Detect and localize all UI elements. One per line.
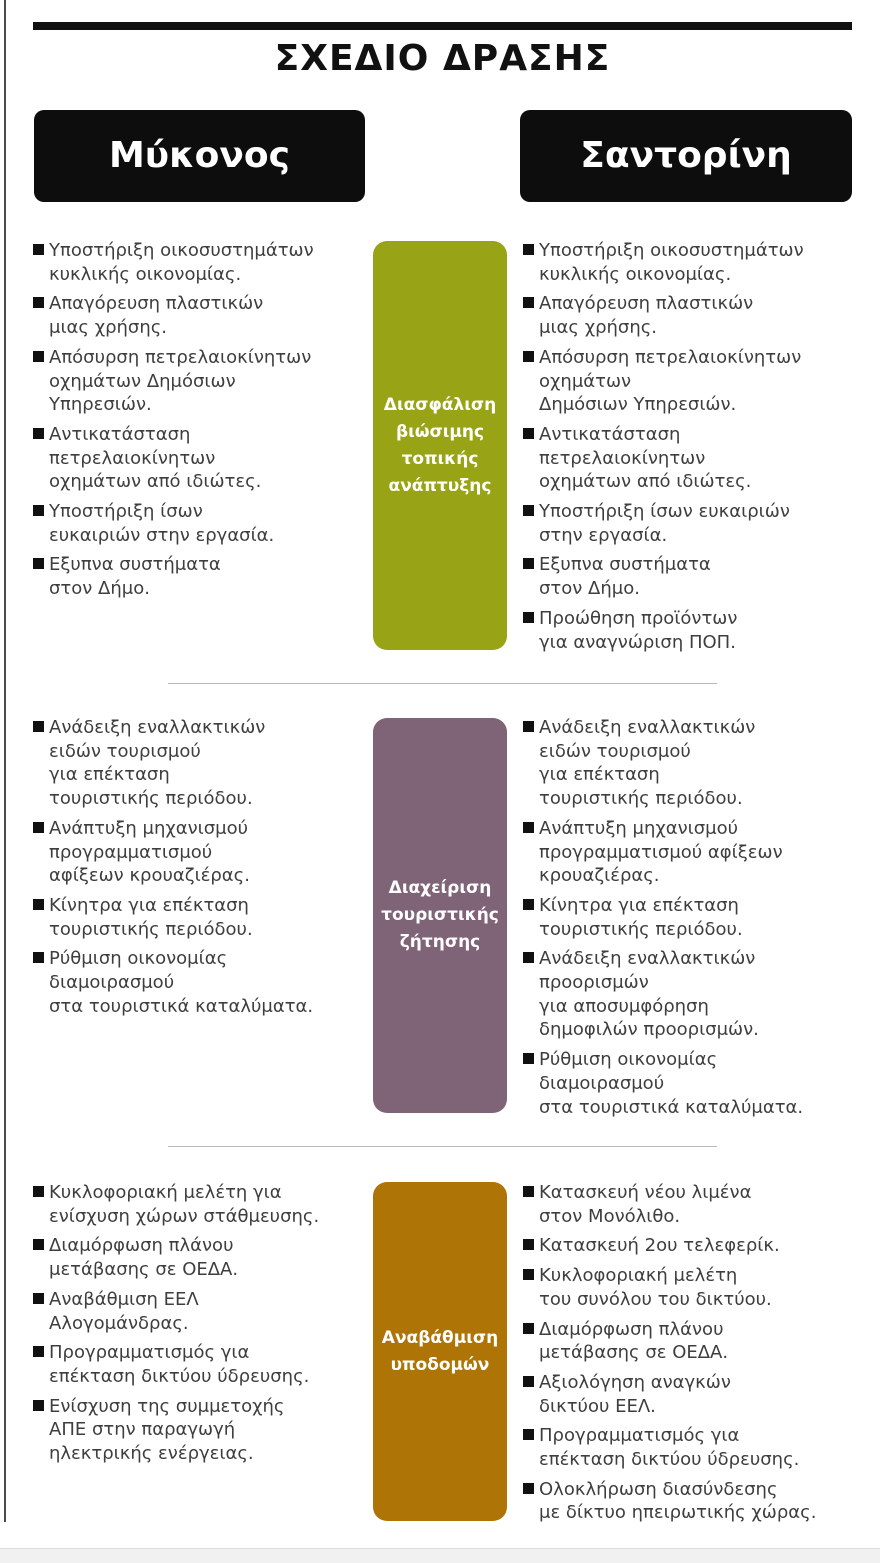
category-label: Διασφάλιση βιώσιμης τοπικής ανάπτυξης [383,394,497,496]
bullet-item: Απαγόρευση πλαστικών μιας χρήσης. [523,292,863,339]
bullet-item: Κατασκευή νέου λιμένα στον Μονόλιθο. [523,1181,863,1228]
bullet-item: Απαγόρευση πλαστικών μιας χρήσης. [33,292,368,339]
bullet-item: Ρύθμιση οικονομίας διαμοιρασμού στα τουριστικά καταλύματα. [523,1048,863,1119]
bullet-item: Διαμόρφωση πλάνου μετάβασης σε ΟΕΔΑ. [523,1318,863,1365]
section-divider [168,1146,717,1147]
bullet-item: Προγραμματισμός για επέκταση δικτύου ύδρευσης. [33,1341,368,1388]
bullet-item: Αντικατάσταση πετρελαιοκίνητων οχημάτων από ιδιώτες. [523,423,863,494]
bullet-item: Απόσυρση πετρελαιοκίνητων οχημάτων Δημόσιων Υπηρεσιών. [33,346,368,417]
bullet-item: Υποστήριξη ίσων ευκαιριών στην εργασία. [523,500,863,547]
bullet-item: Εξυπνα συστήματα στον Δήμο. [523,553,863,600]
bullet-item: Ανάδειξη εναλλακτικών ειδών τουρισμού για επέκταση τουριστικής περιόδου. [523,716,863,811]
bullet-item: Ενίσχυση της συμμετοχής ΑΠΕ στην παραγωγή ηλεκτρικής ενέργειας. [33,1395,368,1466]
category-pill-sustainable-development [373,241,507,650]
bottom-band [0,1548,880,1563]
column-header-santorini: Σαντορίνη [520,110,852,202]
bullet-item: Υποστήριξη ίσων ευκαιριών στην εργασία. [33,500,368,547]
title-top-bar [33,22,852,30]
bullet-item: Αντικατάσταση πετρελαιοκίνητων οχημάτων από ιδιώτες. [33,423,368,494]
bullet-item: Ανάπτυξη μηχανισμού προγραμματισμού αφίξεων κρουαζιέρας. [523,817,863,888]
bullet-item: Προώθηση προϊόντων για αναγνώριση ΠΟΠ. [523,607,863,654]
bullet-item: Ρύθμιση οικονομίας διαμοιρασμού στα τουριστικά καταλύματα. [33,947,368,1018]
page-title: ΣΧΕΔΙΟ ΔΡΑΣΗΣ [274,38,611,79]
bullet-item: Προγραμματισμός για επέκταση δικτύου ύδρευσης. [523,1424,863,1471]
category-pill-tourism-demand [373,718,507,1113]
bullet-item: Κίνητρα για επέκταση τουριστικής περιόδου. [523,894,863,941]
bullet-item: Απόσυρση πετρελαιοκίνητων οχημάτων Δημόσιων Υπηρεσιών. [523,346,863,417]
bullet-item: Κυκλοφοριακή μελέτη του συνόλου του δικτύου. [523,1264,863,1311]
mykonos-sustainable-list [33,239,368,607]
bullet-item: Αναβάθμιση ΕΕΛ Αλογομάνδρας. [33,1288,368,1335]
column-header-mykonos: Μύκονος [34,110,365,202]
bullet-item: Κατασκευή 2ου τελεφερίκ. [523,1234,863,1258]
mykonos-infrastructure-list [33,1181,368,1472]
left-border-rule [4,0,6,1522]
santorini-sustainable-list [523,239,863,660]
bullet-item: Υποστήριξη οικοσυστημάτων κυκλικής οικονομίας. [33,239,368,286]
bullet-item: Εξυπνα συστήματα στον Δήμο. [33,553,368,600]
category-label: Διαχείριση τουριστικής ζήτησης [381,878,499,952]
bullet-item: Κίνητρα για επέκταση τουριστικής περιόδου. [33,894,368,941]
bullet-item: Ανάπτυξη μηχανισμού προγραμματισμού αφίξεων κρουαζιέρας. [33,817,368,888]
bullet-item: Υποστήριξη οικοσυστημάτων κυκλικής οικονομίας. [523,239,863,286]
bullet-item: Ανάδειξη εναλλακτικών προορισμών για αποσυμφόρηση δημοφιλών προορισμών. [523,947,863,1042]
category-pill-infrastructure [373,1182,507,1521]
bullet-item: Διαμόρφωση πλάνου μετάβασης σε ΟΕΔΑ. [33,1234,368,1281]
bullet-item: Ανάδειξη εναλλακτικών ειδών τουρισμού για επέκταση τουριστικής περιόδου. [33,716,368,811]
mykonos-tourism-list [33,716,368,1024]
bullet-item: Αξιολόγηση αναγκών δικτύου ΕΕΛ. [523,1371,863,1418]
section-divider [168,683,717,684]
bullet-item: Ολοκλήρωση διασύνδεσης με δίκτυο ηπειρωτικής χώρας. [523,1478,863,1525]
santorini-tourism-list [523,716,863,1125]
bullet-item: Κυκλοφοριακή μελέτη για ενίσχυση χώρων στάθμευσης. [33,1181,368,1228]
santorini-infrastructure-list [523,1181,863,1531]
category-label: Αναβάθμιση υποδομών [381,1327,499,1375]
